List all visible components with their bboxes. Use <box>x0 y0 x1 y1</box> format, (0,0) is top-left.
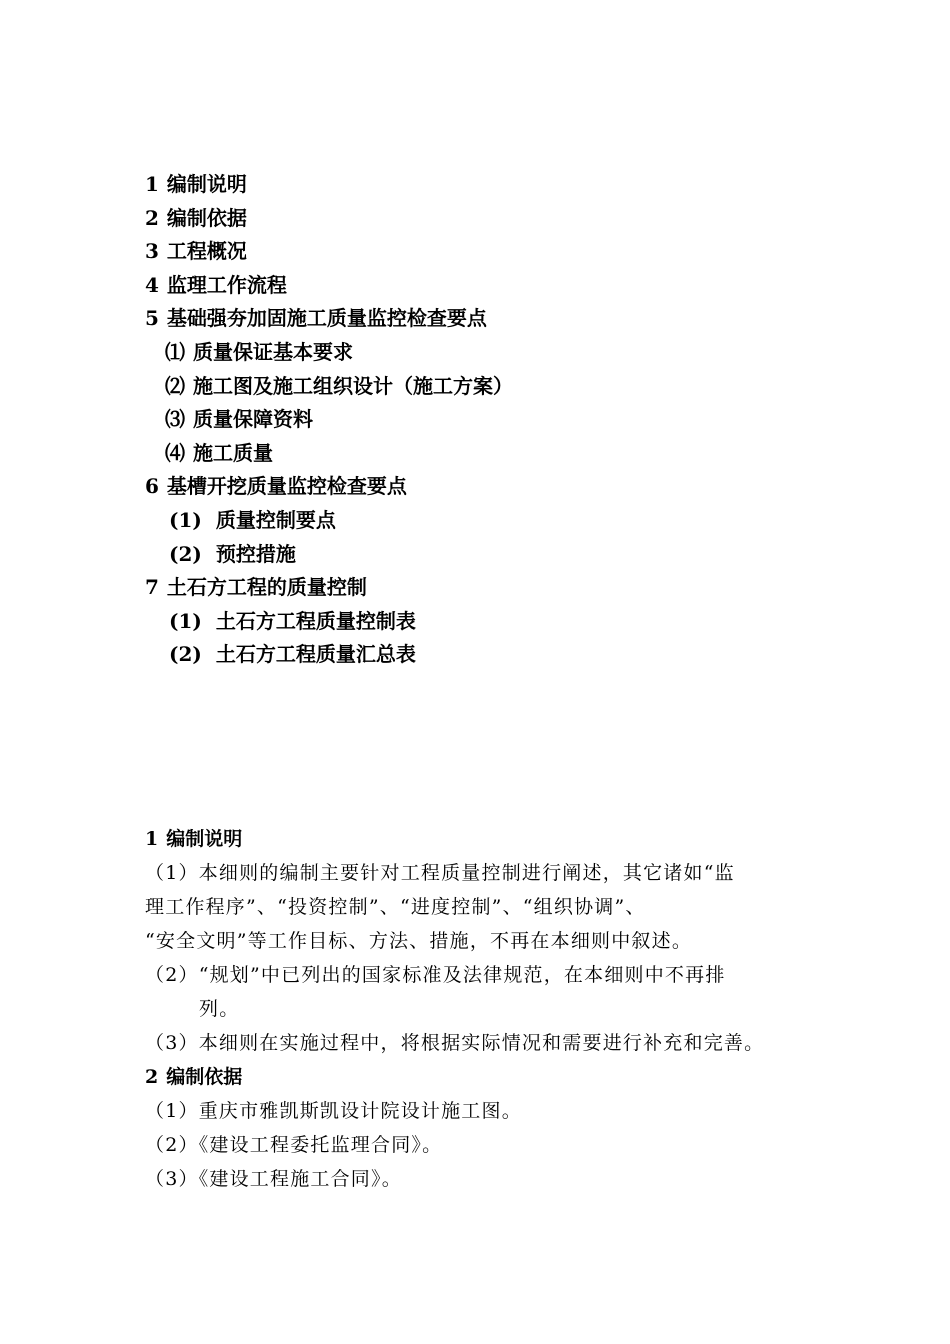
toc-item-text: 土石方工程的质量控制 <box>166 575 367 600</box>
paragraph-line: “安全文明”等工作目标、方法、措施，不再在本细则中叙述。 <box>145 930 693 952</box>
toc-item-text: 土石方工程质量汇总表 <box>215 642 416 667</box>
paragraph: （3）《建设工程施工合同》。 <box>145 1168 402 1190</box>
toc-subitem <box>145 605 845 639</box>
toc-item-text: 质量保证基本要求 <box>193 339 353 364</box>
paragraph-line: （2）“规划”中已列出的国家标准及法律规范，在本细则中不再排 <box>145 964 726 986</box>
toc-item-text: 质量保障资料 <box>193 407 313 432</box>
toc-item-text: 监理工作流程 <box>166 272 287 297</box>
toc-item-text: 基础强夯加固施工质量监控检查要点 <box>166 306 487 331</box>
toc-item <box>145 202 845 236</box>
toc-item-number: (1) <box>169 507 202 532</box>
toc-item <box>145 470 845 504</box>
section-number: 2 <box>145 1066 159 1088</box>
section-title: 编制依据 <box>166 1066 243 1088</box>
paragraph-continuation: 列。 <box>199 998 240 1020</box>
toc-subitem <box>145 638 845 672</box>
toc-item-number: (2) <box>169 642 202 667</box>
toc-item-text: 编制说明 <box>166 172 247 196</box>
toc-item-number: 5 <box>145 306 159 331</box>
paragraph-line: 理工作程序”、“投资控制”、“进度控制”、“组织协调”、 <box>145 896 646 918</box>
toc-item <box>145 571 845 605</box>
toc-item-number: ⑶ <box>165 407 185 432</box>
toc-subitem <box>145 336 845 370</box>
table-of-contents <box>145 168 845 672</box>
toc-item-text: 基槽开挖质量监控检查要点 <box>166 474 407 499</box>
toc-item-number: 2 <box>145 205 159 230</box>
toc-item <box>145 168 845 202</box>
section-number: 1 <box>145 828 159 850</box>
toc-item-text: 质量控制要点 <box>215 507 336 532</box>
toc-item-number: ⑴ <box>165 339 185 364</box>
toc-item-number: ⑷ <box>165 440 185 465</box>
toc-subitem <box>145 437 845 471</box>
toc-item-text: 工程概况 <box>166 239 247 264</box>
toc-item <box>145 302 845 336</box>
toc-item-text: 施工图及施工组织设计（施工方案） <box>193 373 513 398</box>
paragraph <box>145 856 825 958</box>
toc-subitem <box>145 370 845 404</box>
toc-item-text: 编制依据 <box>166 205 247 230</box>
section-title: 编制说明 <box>166 828 243 850</box>
toc-item-number: 7 <box>145 575 159 600</box>
toc-item-number: ⑵ <box>165 373 185 398</box>
section-heading <box>145 822 825 856</box>
paragraph-line: （1）本细则的编制主要针对工程质量控制进行阐述，其它诸如“监 <box>145 862 735 884</box>
paragraph: （1）重庆市雅凯斯凯设计院设计施工图。 <box>145 1100 522 1122</box>
toc-item-text: 施工质量 <box>193 440 273 465</box>
toc-item-number: 6 <box>145 474 159 499</box>
section-heading <box>145 1060 825 1094</box>
paragraph: （3）本细则在实施过程中，将根据实际情况和需要进行补充和完善。 <box>145 1032 765 1054</box>
toc-subitem <box>145 403 845 437</box>
toc-item-text: 预控措施 <box>215 541 296 566</box>
paragraph: （2）《建设工程委托监理合同》。 <box>145 1134 443 1156</box>
toc-item-number: (1) <box>169 608 202 633</box>
toc-subitem <box>145 504 845 538</box>
toc-item <box>145 269 845 303</box>
paragraph <box>145 958 825 1026</box>
toc-item-number: 1 <box>145 172 159 196</box>
toc-item <box>145 235 845 269</box>
toc-item-number: 3 <box>145 239 159 264</box>
document-body <box>145 822 825 1196</box>
toc-item-number: 4 <box>145 272 159 297</box>
toc-item-number: (2) <box>169 541 202 566</box>
toc-subitem <box>145 538 845 572</box>
toc-item-text: 土石方工程质量控制表 <box>215 608 416 633</box>
